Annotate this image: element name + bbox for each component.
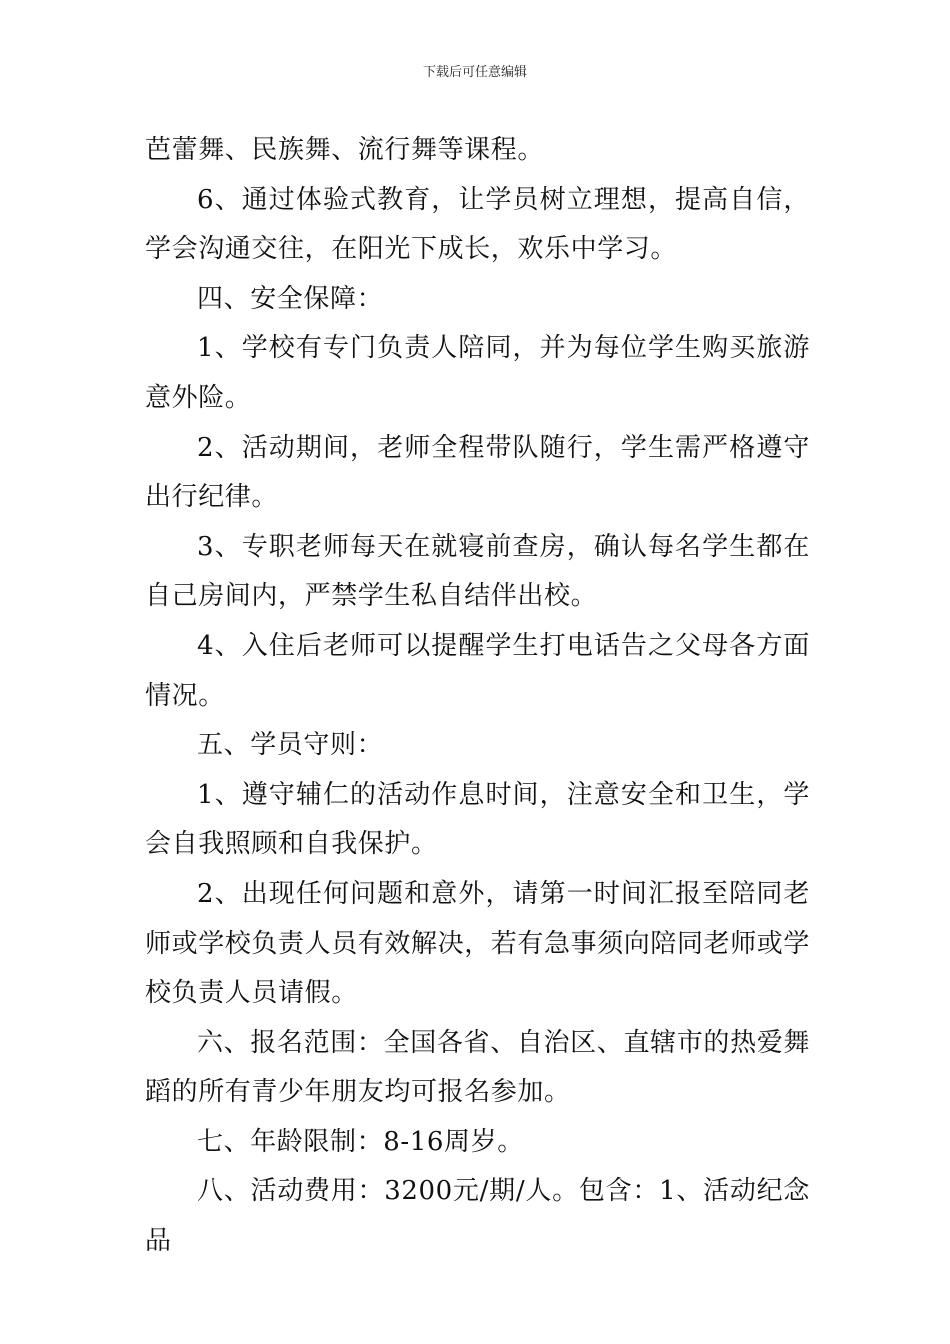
paragraph-safety-1: 1、学校有专门负责人陪同，并为每位学生购买旅游意外险。	[145, 333, 810, 413]
paragraph-item-6: 6、通过体验式教育，让学员树立理想，提高自信，学会沟通交往，在阳光下成长，欢乐中学习。	[145, 184, 810, 265]
section-age-limit: 七、年龄限制：8-16周岁。	[197, 1126, 524, 1157]
section-heading-rules: 五、学员守则：	[197, 730, 384, 761]
section-activity-fee: 八、活动费用：3200元/期/人。包含：1、活动纪念品	[145, 1176, 810, 1257]
page-header: 下载后可任意编辑	[422, 65, 527, 80]
paragraph-rules-1: 1、遵守辅仁的活动作息时间，注意安全和卫生，学会自我照顾和自我保护。	[145, 779, 810, 860]
paragraph-safety-4: 4、入住后老师可以提醒学生打电话告之父母各方面情况。	[145, 630, 810, 711]
document-body	[145, 126, 810, 1267]
section-heading-safety: 四、安全保障：	[197, 283, 384, 314]
paragraph-safety-2: 2、活动期间，老师全程带队随行，学生需严格遵守出行纪律。	[145, 432, 810, 513]
section-registration-scope: 六、报名范围：全国各省、自治区、直辖市的热爱舞蹈的所有青少年朋友均可报名参加。	[145, 1027, 810, 1108]
paragraph-rules-2: 2、出现任何问题和意外，请第一时间汇报至陪同老师或学校负责人员有效解决，若有急事须向陪同老师或学校负责人员请假。	[145, 878, 811, 1009]
paragraph-courses-continued: 芭蕾舞、民族舞、流行舞等课程。	[145, 135, 545, 165]
paragraph-safety-3: 3、专职老师每天在就寝前查房，确认每名学生都在自己房间内，严禁学生私自结伴出校。	[145, 531, 810, 612]
